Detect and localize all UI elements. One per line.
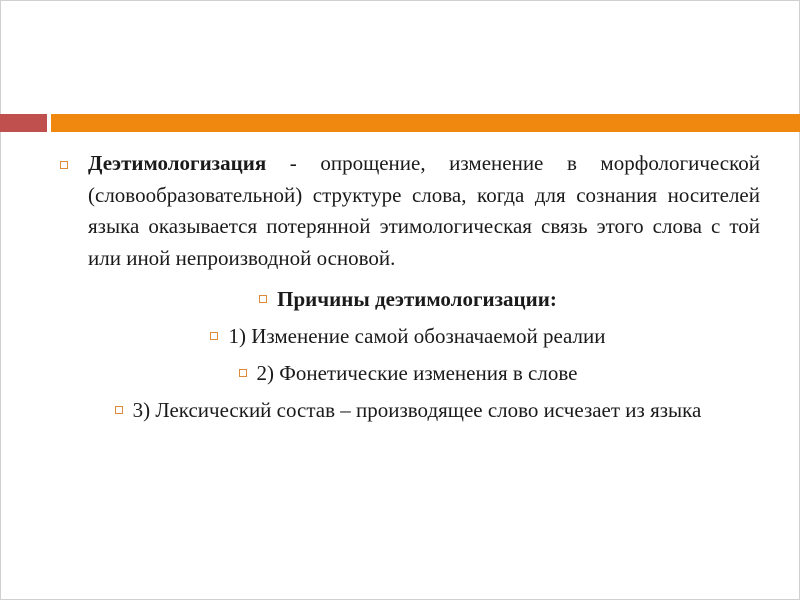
- slide-content: [56, 148, 760, 425]
- reason-item: [56, 395, 760, 425]
- reason-text: 1) Изменение самой обозначаемой реалии: [228, 324, 606, 348]
- accent-bar-left: [0, 114, 47, 132]
- definition-paragraph: [56, 148, 760, 274]
- reasons-heading-line: [56, 284, 760, 315]
- definition-term: Деэтимологизация: [88, 151, 267, 175]
- reason-text: 3) Лексический состав – производящее слово исчезает из языка: [132, 398, 702, 422]
- reasons-heading: Причины деэтимологизации:: [277, 287, 557, 311]
- reason-text: 2) Фонетические изменения в слове: [256, 361, 578, 385]
- bullet-square-icon: [259, 295, 267, 303]
- accent-bar-right: [51, 114, 800, 132]
- bullet-square-icon: [115, 406, 123, 414]
- bullet-square-icon: [210, 332, 218, 340]
- definition-text: - опрощение, изменение в морфологической (словообразовательной) структуре слова, когда для сознания носителей языка оказывается потерянной этимологическая связь этого слова с той или иной непроизводной основой.: [88, 151, 760, 270]
- bullet-square-icon: [60, 161, 68, 169]
- reason-item: [56, 358, 760, 389]
- reason-item: [56, 321, 760, 352]
- bullet-square-icon: [239, 369, 247, 377]
